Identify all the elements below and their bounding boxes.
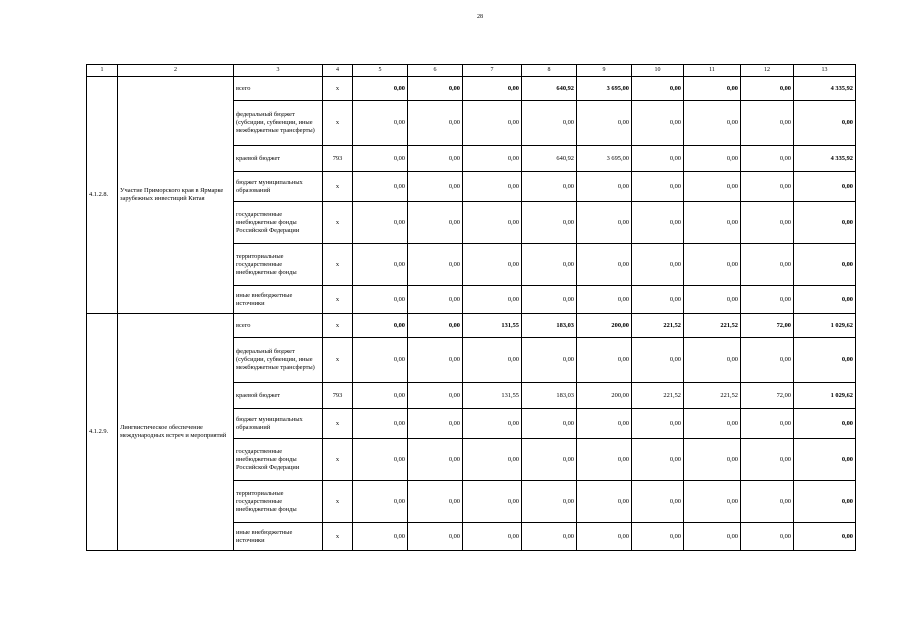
year-value: 0,00 [408, 523, 463, 551]
year-value: 0,00 [632, 409, 684, 439]
year-value: 131,55 [463, 314, 522, 338]
total-value: 4 335,92 [794, 77, 856, 101]
year-value: 0,00 [684, 338, 741, 383]
year-value: 72,00 [741, 383, 794, 409]
header-cell: 3 [234, 65, 323, 77]
year-value: 0,00 [353, 77, 408, 101]
total-value: 0,00 [794, 439, 856, 481]
year-value: 183,03 [522, 383, 577, 409]
year-value: 200,00 [577, 383, 632, 409]
funding-source: государственные внебюджетные фонды Российской Федерации [234, 202, 323, 244]
total-value: 0,00 [794, 481, 856, 523]
header-cell: 6 [408, 65, 463, 77]
year-value: 221,52 [632, 383, 684, 409]
year-value: 183,03 [522, 314, 577, 338]
year-value: 0,00 [741, 101, 794, 146]
year-value: 221,52 [684, 314, 741, 338]
year-value: 0,00 [463, 439, 522, 481]
year-value: 0,00 [741, 172, 794, 202]
year-value: 0,00 [463, 244, 522, 286]
year-value: 0,00 [632, 244, 684, 286]
header-row [87, 65, 856, 77]
header-cell: 1 [87, 65, 118, 77]
year-value: 0,00 [463, 172, 522, 202]
year-value: 0,00 [408, 286, 463, 314]
budget-code: х [323, 439, 353, 481]
year-value: 131,55 [463, 383, 522, 409]
total-value: 4 335,92 [794, 146, 856, 172]
funding-source: государственные внебюджетные фонды Российской Федерации [234, 439, 323, 481]
year-value: 0,00 [353, 101, 408, 146]
year-value: 0,00 [684, 286, 741, 314]
budget-code: х [323, 286, 353, 314]
year-value: 0,00 [741, 286, 794, 314]
year-value: 0,00 [741, 481, 794, 523]
year-value: 0,00 [408, 244, 463, 286]
table-row [87, 77, 856, 101]
year-value: 0,00 [684, 439, 741, 481]
year-value: 0,00 [463, 286, 522, 314]
total-value: 0,00 [794, 202, 856, 244]
year-value: 0,00 [632, 286, 684, 314]
year-value: 0,00 [353, 481, 408, 523]
header-cell: 9 [577, 65, 632, 77]
total-value: 0,00 [794, 409, 856, 439]
year-value: 0,00 [463, 409, 522, 439]
year-value: 3 695,00 [577, 77, 632, 101]
year-value: 0,00 [577, 338, 632, 383]
year-value: 0,00 [408, 77, 463, 101]
total-value: 0,00 [794, 338, 856, 383]
year-value: 0,00 [577, 523, 632, 551]
year-value: 640,92 [522, 77, 577, 101]
year-value: 0,00 [684, 202, 741, 244]
year-value: 221,52 [632, 314, 684, 338]
year-value: 0,00 [741, 146, 794, 172]
year-value: 0,00 [408, 409, 463, 439]
year-value: 0,00 [632, 77, 684, 101]
total-value: 0,00 [794, 172, 856, 202]
year-value: 0,00 [684, 77, 741, 101]
year-value: 0,00 [408, 172, 463, 202]
funding-source: бюджет муниципальных образований [234, 409, 323, 439]
year-value: 0,00 [684, 172, 741, 202]
year-value: 0,00 [353, 383, 408, 409]
year-value: 0,00 [463, 481, 522, 523]
budget-table [86, 64, 856, 551]
budget-code: х [323, 523, 353, 551]
total-value: 0,00 [794, 101, 856, 146]
year-value: 0,00 [463, 77, 522, 101]
year-value: 0,00 [632, 172, 684, 202]
year-value: 0,00 [353, 314, 408, 338]
year-value: 0,00 [684, 523, 741, 551]
budget-code: 793 [323, 146, 353, 172]
year-value: 0,00 [463, 523, 522, 551]
total-value: 1 029,62 [794, 314, 856, 338]
budget-code: х [323, 172, 353, 202]
year-value: 0,00 [741, 244, 794, 286]
funding-source: федеральный бюджет (субсидии, субвенции, иные межбюджетные трансферты) [234, 101, 323, 146]
year-value: 0,00 [408, 338, 463, 383]
event-code: 4.1.2.8. [87, 77, 118, 314]
event-name: Лингвистическое обеспечение международных встреч и мероприятий [118, 314, 234, 551]
total-value: 1 029,62 [794, 383, 856, 409]
event-code: 4.1.2.9. [87, 314, 118, 551]
year-value: 0,00 [522, 286, 577, 314]
year-value: 0,00 [577, 101, 632, 146]
year-value: 640,92 [522, 146, 577, 172]
budget-code: х [323, 202, 353, 244]
year-value: 0,00 [353, 338, 408, 383]
funding-source: краевой бюджет [234, 383, 323, 409]
year-value: 0,00 [741, 202, 794, 244]
header-cell: 5 [353, 65, 408, 77]
funding-source: всего [234, 77, 323, 101]
budget-code: х [323, 244, 353, 286]
header-cell: 13 [794, 65, 856, 77]
year-value: 0,00 [522, 481, 577, 523]
year-value: 0,00 [684, 481, 741, 523]
year-value: 0,00 [522, 409, 577, 439]
year-value: 0,00 [741, 409, 794, 439]
year-value: 0,00 [632, 146, 684, 172]
year-value: 0,00 [463, 146, 522, 172]
year-value: 0,00 [632, 202, 684, 244]
year-value: 0,00 [577, 202, 632, 244]
year-value: 200,00 [577, 314, 632, 338]
year-value: 0,00 [577, 481, 632, 523]
year-value: 0,00 [408, 439, 463, 481]
year-value: 0,00 [408, 202, 463, 244]
budget-code: х [323, 481, 353, 523]
year-value: 0,00 [408, 383, 463, 409]
year-value: 0,00 [741, 338, 794, 383]
year-value: 0,00 [741, 77, 794, 101]
year-value: 0,00 [684, 409, 741, 439]
funding-source: территориальные государственные внебюджетные фонды [234, 244, 323, 286]
year-value: 0,00 [408, 481, 463, 523]
funding-source: бюджет муниципальных образований [234, 172, 323, 202]
year-value: 0,00 [741, 523, 794, 551]
year-value: 0,00 [522, 338, 577, 383]
year-value: 0,00 [577, 286, 632, 314]
header-cell: 2 [118, 65, 234, 77]
year-value: 0,00 [522, 523, 577, 551]
funding-source: иные внебюджетные источники [234, 523, 323, 551]
table-row [87, 314, 856, 338]
year-value: 0,00 [408, 101, 463, 146]
funding-source: иные внебюджетные источники [234, 286, 323, 314]
header-cell: 11 [684, 65, 741, 77]
header-cell: 8 [522, 65, 577, 77]
year-value: 0,00 [408, 314, 463, 338]
year-value: 221,52 [684, 383, 741, 409]
year-value: 0,00 [353, 409, 408, 439]
funding-source: федеральный бюджет (субсидии, субвенции, иные межбюджетные трансферты) [234, 338, 323, 383]
year-value: 0,00 [632, 338, 684, 383]
year-value: 0,00 [522, 172, 577, 202]
total-value: 0,00 [794, 286, 856, 314]
budget-code: х [323, 101, 353, 146]
year-value: 0,00 [353, 286, 408, 314]
year-value: 0,00 [353, 202, 408, 244]
funding-source: краевой бюджет [234, 146, 323, 172]
year-value: 0,00 [522, 101, 577, 146]
header-cell: 7 [463, 65, 522, 77]
budget-code: х [323, 409, 353, 439]
year-value: 0,00 [408, 146, 463, 172]
total-value: 0,00 [794, 523, 856, 551]
year-value: 0,00 [463, 101, 522, 146]
year-value: 0,00 [463, 202, 522, 244]
page-number: 28 [477, 14, 483, 20]
year-value: 0,00 [353, 244, 408, 286]
year-value: 0,00 [353, 172, 408, 202]
budget-code: х [323, 338, 353, 383]
year-value: 3 695,00 [577, 146, 632, 172]
year-value: 0,00 [353, 146, 408, 172]
year-value: 0,00 [463, 338, 522, 383]
budget-code: х [323, 314, 353, 338]
header-cell: 10 [632, 65, 684, 77]
year-value: 0,00 [353, 523, 408, 551]
year-value: 0,00 [684, 244, 741, 286]
total-value: 0,00 [794, 244, 856, 286]
budget-code: х [323, 77, 353, 101]
year-value: 0,00 [522, 244, 577, 286]
header-cell: 4 [323, 65, 353, 77]
year-value: 0,00 [632, 523, 684, 551]
header-cell: 12 [741, 65, 794, 77]
year-value: 0,00 [684, 101, 741, 146]
year-value: 0,00 [353, 439, 408, 481]
year-value: 0,00 [577, 409, 632, 439]
year-value: 0,00 [684, 146, 741, 172]
year-value: 0,00 [741, 439, 794, 481]
funding-source: всего [234, 314, 323, 338]
year-value: 0,00 [632, 101, 684, 146]
year-value: 0,00 [577, 244, 632, 286]
year-value: 0,00 [522, 202, 577, 244]
year-value: 72,00 [741, 314, 794, 338]
funding-source: территориальные государственные внебюджетные фонды [234, 481, 323, 523]
year-value: 0,00 [632, 481, 684, 523]
year-value: 0,00 [577, 172, 632, 202]
event-name: Участие Приморского края в Ярмарке зарубежных инвестиций Китая [118, 77, 234, 314]
budget-code: 793 [323, 383, 353, 409]
year-value: 0,00 [632, 439, 684, 481]
year-value: 0,00 [522, 439, 577, 481]
year-value: 0,00 [577, 439, 632, 481]
